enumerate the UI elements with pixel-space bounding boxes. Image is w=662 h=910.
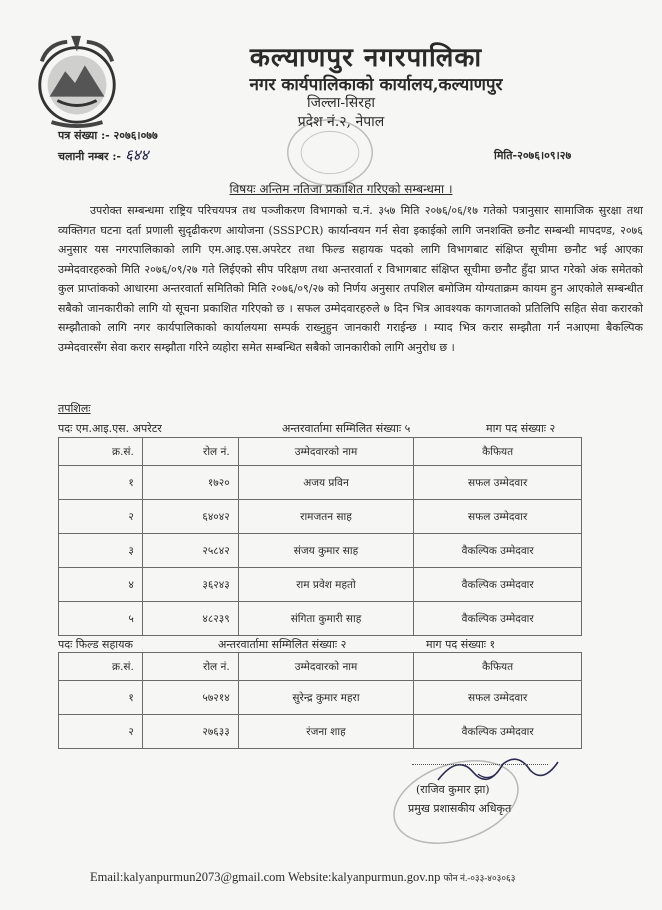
table-row (59, 681, 582, 715)
table-header-row (59, 653, 582, 681)
cell-roll: २७६३३ (142, 715, 238, 749)
header-roll: रोल नं. (142, 438, 238, 466)
cell-sn: ५ (59, 602, 143, 636)
district-line: जिल्ला-सिरहा (306, 95, 376, 111)
header-name: उम्मेदवारको नाम (238, 438, 414, 466)
cell-sn: १ (59, 466, 143, 500)
section2-interview-count: अन्तरवार्तामा सम्मिलित संख्याः २ (218, 638, 347, 651)
cell-remark: सफल उम्मेदवार (414, 466, 582, 500)
cell-name: संगिता कुमारी साह (238, 602, 414, 636)
cell-roll: ६४०४२ (142, 500, 238, 534)
cell-remark: वैकल्पिक उम्मेदवार (414, 568, 582, 602)
signature-line (412, 764, 548, 765)
header-remark: कैफियत (414, 438, 582, 466)
dispatch-label: चलानी नम्बर :- (58, 150, 121, 163)
footer-email-website: Email:kalyanpurmun2073@gmail.com Website:kalyanpurmun.gov.np (90, 870, 441, 884)
subject-line: विषयः अन्तिम नतिजा प्रकाशित गरिएको सम्बन्धमा । (229, 182, 453, 196)
header-sn: क्र.सं. (59, 438, 143, 466)
footer-phone: फोन नं.-०३३-४०३०६३ (443, 873, 516, 883)
cell-remark: वैकल्पिक उम्मेदवार (414, 602, 582, 636)
cell-sn: २ (59, 500, 143, 534)
cell-name: रामजतन साह (238, 500, 414, 534)
section2-table (58, 652, 582, 749)
cell-remark: सफल उम्मेदवार (414, 681, 582, 715)
signatory-name: (राजिव कुमार झा) (416, 783, 490, 796)
table-row (59, 602, 582, 636)
header-remark: कैफियत (414, 653, 582, 681)
table-row (59, 500, 582, 534)
cell-roll: १७२० (142, 466, 238, 500)
header-roll: रोल नं. (142, 653, 238, 681)
letter-number: पत्र संख्या :- २०७६।०७७ (58, 129, 158, 142)
footer-contact (90, 870, 515, 885)
office-subtitle: नगर कार्यपालिकाको कार्यालय,कल्याणपुर (249, 75, 503, 95)
cell-remark: सफल उम्मेदवार (414, 500, 582, 534)
table-row (59, 534, 582, 568)
cell-roll: ४८२३९ (142, 602, 238, 636)
province-line: प्रदेश नं.२, नेपाल (297, 114, 385, 130)
cell-roll: २५८४२ (142, 534, 238, 568)
cell-remark: वैकल्पिक उम्मेदवार (414, 534, 582, 568)
details-heading: तपशिलः (58, 402, 91, 415)
dispatch-handwritten-number: ६४४ (125, 146, 149, 164)
header-sn: क्र.सं. (59, 653, 143, 681)
body-paragraph: उपरोक्त सम्बन्धमा राष्ट्रिय परिचयपत्र तथ पञ्जीकरण विभागको च.नं. ३५७ मिति २०७६/०६/१७ गतेको पत्रानुसार सामाजिक सुरक्षा तथा व्यक्तिगत घटना दर्ता प्रणाली सुदृढीकरण आयोजना (SSSPCR) कार्यान्वयन गर्न सेवा इकाईको लागि जनशक्ति छनौट सम्बन्धी मापदण्ड, २०७६ अनुसार यस नगरपालिकाको लागि एम.आइ.एस.अपरेटर तथा फिल्ड सहायक पदको लागि विभागबाट संक्षिप्त सूचीमा छनौट भई आएका उम्मेदवारहरुको मिति २०७६/०९/२७ गते लिईएको सीप परिक्षण तथा अन्तरवार्ता र विभागबाट संक्षिप्त सूचीमा छनौट हुँदा प्राप्त गरेको अंक समेतको कुल प्राप्तांकको आधारमा अन्तरवार्ता समितिको मिति २०७६/०९/२७ को निर्णय अनुसार तपशिल बमोजिम योग्यताक्रम कायम हुन आएकोले सम्बन्धीत सबैको जानकारीको लागि यो सूचना प्रकाशित गरिएको छ । सफल उम्मेदवारहरुले ७ दिन भित्र आवश्यक कागजातको प्रतिलिपि सहित सेवा करारको सम्झौताको लागि नगर कार्यपालिकाको कार्यालयमा सम्पर्क राख्नुहुन जानकारी गराईन्छ । म्याद भित्र करार सम्झौता गर्न नआएमा बैकल्पिक उम्मेदवारसँग सेवा करार सम्झौता गरिने व्यहोरा समेत सम्बन्धित सबैको जानकारीको लागि अनुरोध छ । (58, 204, 643, 354)
cell-name: सुरेन्द्र कुमार महरा (238, 681, 414, 715)
cell-name: रंजना शाह (238, 715, 414, 749)
municipality-title: कल्याणपुर नगरपालिका (249, 43, 483, 73)
header-name: उम्मेदवारको नाम (238, 653, 414, 681)
cell-name: संजय कुमार साह (238, 534, 414, 568)
letter-date: मिति-२०७६।०९।२७ (494, 149, 572, 162)
cell-roll: ३६२४३ (142, 568, 238, 602)
cell-name: राम प्रवेश महतो (238, 568, 414, 602)
cell-sn: १ (59, 681, 143, 715)
cell-name: अजय प्रविन (238, 466, 414, 500)
cell-sn: ३ (59, 534, 143, 568)
cell-remark: वैकल्पिक उम्मेदवार (414, 715, 582, 749)
section1-post: पदः एम.आइ.एस. अपरेटर (58, 422, 162, 435)
table-row (59, 568, 582, 602)
section1-demand-count: माग पद संख्याः २ (486, 422, 556, 435)
table-row (59, 466, 582, 500)
signatory-title: प्रमुख प्रशासकीय अधिकृत (408, 802, 512, 815)
section2-demand-count: माग पद संख्याः १ (426, 638, 496, 651)
table-header-row (59, 438, 582, 466)
dispatch-number (58, 145, 148, 165)
section1-interview-count: अन्तरवार्तामा सम्मिलित संख्याः ५ (282, 422, 411, 435)
section2-post: पदः फिल्ड सहायक (58, 638, 133, 651)
cell-sn: २ (59, 715, 143, 749)
cell-roll: ५७२१४ (142, 681, 238, 715)
section1-table (58, 437, 582, 636)
cell-sn: ४ (59, 568, 143, 602)
